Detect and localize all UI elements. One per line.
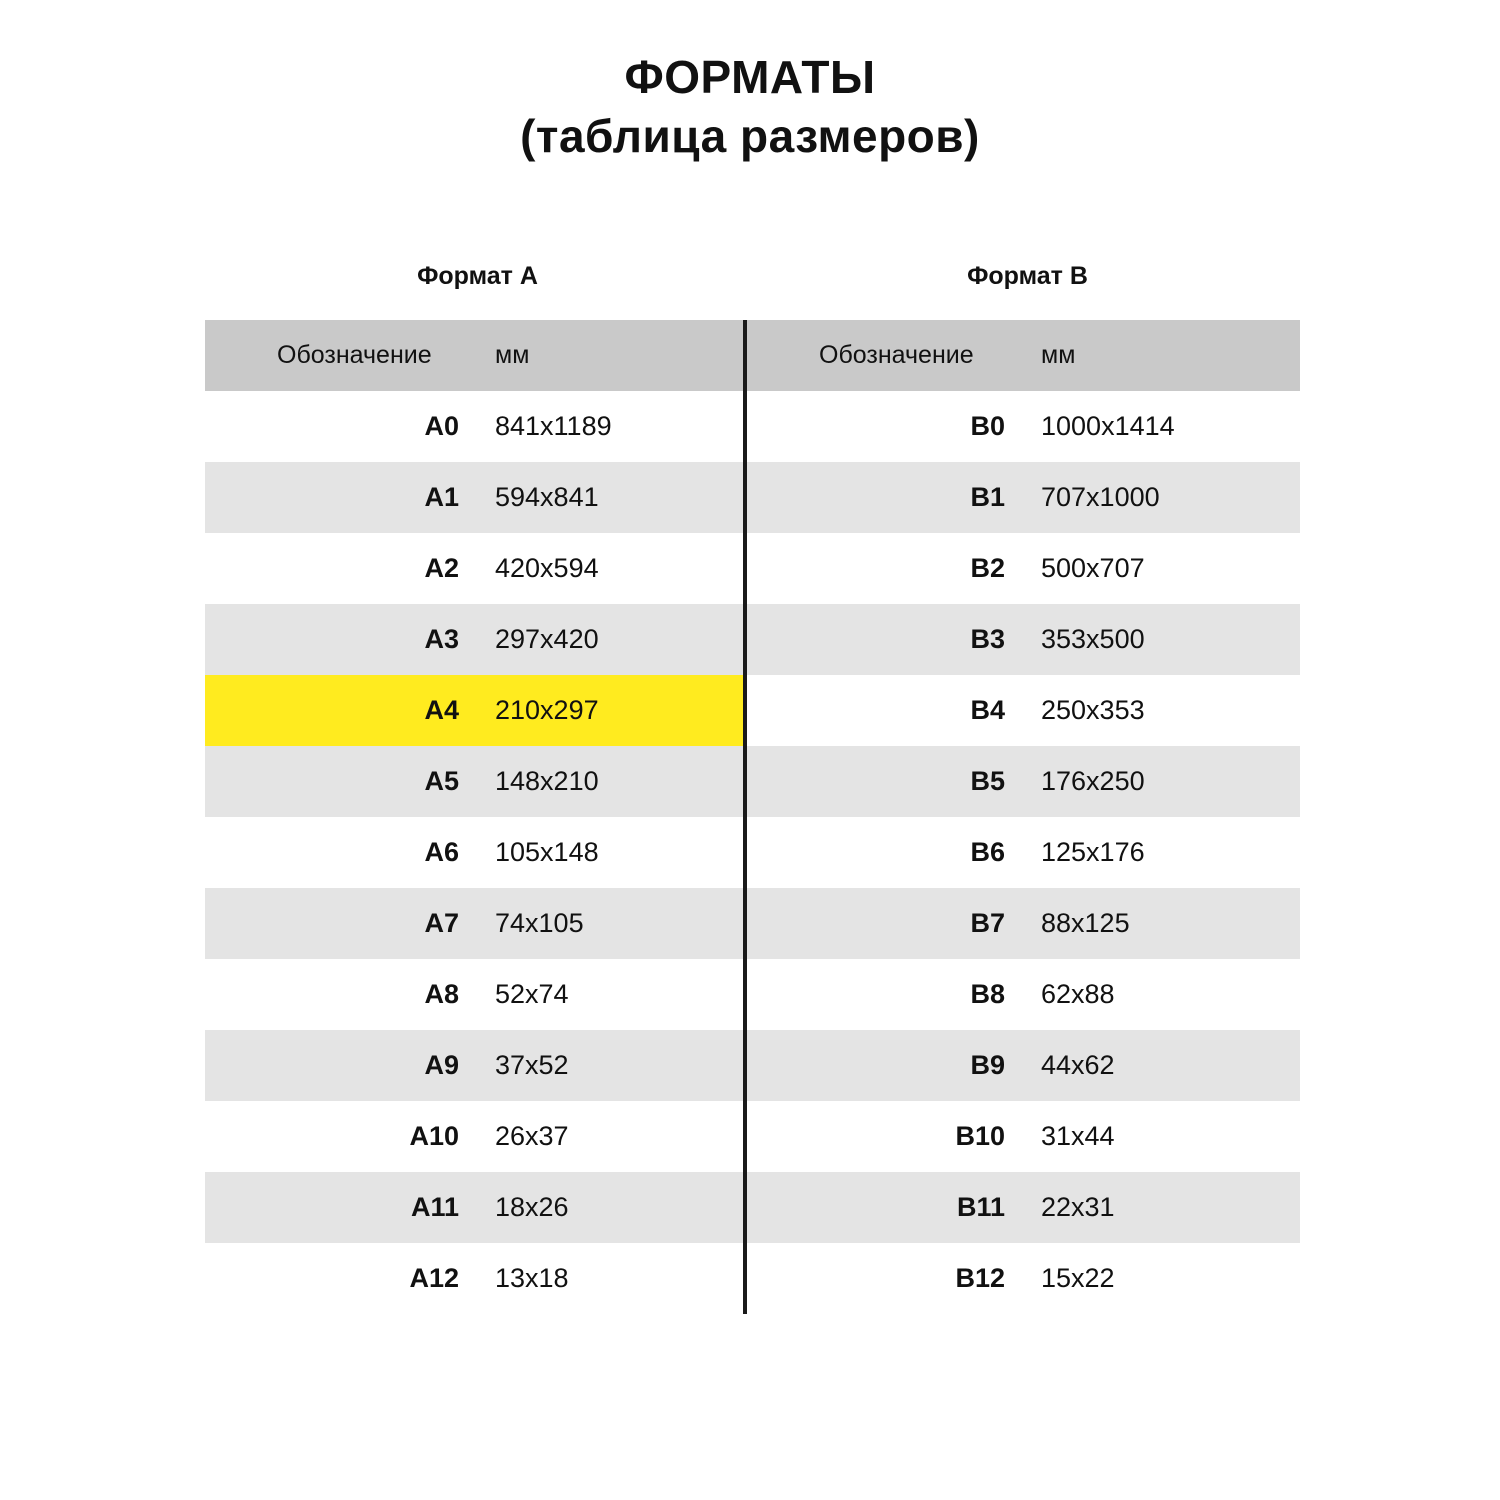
page-title	[0, 0, 1500, 166]
cell-mm-a: 148x210	[477, 746, 743, 817]
table-row	[205, 817, 1300, 888]
cell-mm-b: 15x22	[1023, 1243, 1300, 1314]
cell-mm-a: 297x420	[477, 604, 743, 675]
table-row	[205, 1101, 1300, 1172]
cell-mm-a: 105x148	[477, 817, 743, 888]
group-headers-row	[205, 232, 1300, 320]
cell-code-a: A8	[205, 959, 477, 1030]
table-row	[205, 533, 1300, 604]
vertical-divider	[743, 320, 747, 1314]
table-row	[205, 1030, 1300, 1101]
cell-code-a: A5	[205, 746, 477, 817]
cell-code-b: B12	[747, 1243, 1023, 1314]
cell-code-b: B0	[747, 391, 1023, 462]
cell-mm-b: 44x62	[1023, 1030, 1300, 1101]
cell-mm-a: 18x26	[477, 1172, 743, 1243]
cell-mm-a: 52x74	[477, 959, 743, 1030]
table-row	[205, 959, 1300, 1030]
cell-mm-b: 500x707	[1023, 533, 1300, 604]
cell-code-a: A7	[205, 888, 477, 959]
table-row	[205, 604, 1300, 675]
cell-code-b: B4	[747, 675, 1023, 746]
table-row	[205, 391, 1300, 462]
title-line-2: (таблица размеров)	[520, 109, 980, 162]
table-row	[205, 746, 1300, 817]
cell-code-a: A12	[205, 1243, 477, 1314]
group-header-a: Формат A	[417, 261, 538, 290]
cell-code-b: B5	[747, 746, 1023, 817]
cell-mm-b: 707x1000	[1023, 462, 1300, 533]
cell-mm-a: 420x594	[477, 533, 743, 604]
table-rows	[205, 391, 1300, 1314]
cell-code-a: A6	[205, 817, 477, 888]
cell-code-b: B2	[747, 533, 1023, 604]
cell-mm-b: 22x31	[1023, 1172, 1300, 1243]
cell-code-b: B10	[747, 1101, 1023, 1172]
formats-table	[205, 232, 1300, 1324]
cell-code-b: B7	[747, 888, 1023, 959]
table-row	[205, 462, 1300, 533]
cell-code-a: A1	[205, 462, 477, 533]
cell-mm-b: 125x176	[1023, 817, 1300, 888]
group-header-b: Формат B	[967, 261, 1088, 290]
cell-mm-a: 37x52	[477, 1030, 743, 1101]
cell-mm-a: 74x105	[477, 888, 743, 959]
cell-code-b: B8	[747, 959, 1023, 1030]
column-header-mm-a: мм	[477, 320, 743, 391]
table-row	[205, 888, 1300, 959]
cell-code-a: A4	[205, 675, 477, 746]
cell-mm-a: 841x1189	[477, 391, 743, 462]
cell-mm-b: 1000x1414	[1023, 391, 1300, 462]
cell-code-a: A10	[205, 1101, 477, 1172]
cell-mm-a: 13x18	[477, 1243, 743, 1314]
table-row	[205, 1243, 1300, 1314]
cell-code-a: A0	[205, 391, 477, 462]
cell-code-b: B9	[747, 1030, 1023, 1101]
table-bottom-space	[205, 1314, 1300, 1324]
cell-mm-a: 594x841	[477, 462, 743, 533]
table-row	[205, 675, 1300, 746]
column-headers-row	[205, 320, 1300, 391]
cell-mm-b: 176x250	[1023, 746, 1300, 817]
column-header-code-b: Обозначение	[747, 320, 1023, 391]
cell-code-a: A2	[205, 533, 477, 604]
cell-mm-b: 88x125	[1023, 888, 1300, 959]
column-header-code-a: Обозначение	[205, 320, 477, 391]
cell-mm-b: 250x353	[1023, 675, 1300, 746]
cell-mm-b: 353x500	[1023, 604, 1300, 675]
cell-code-b: B6	[747, 817, 1023, 888]
cell-code-b: B11	[747, 1172, 1023, 1243]
table-body-grid	[205, 320, 1300, 1314]
cell-code-a: A9	[205, 1030, 477, 1101]
cell-code-b: B3	[747, 604, 1023, 675]
cell-code-a: A3	[205, 604, 477, 675]
column-header-mm-b: мм	[1023, 320, 1300, 391]
cell-mm-b: 31x44	[1023, 1101, 1300, 1172]
table-row	[205, 1172, 1300, 1243]
cell-mm-b: 62x88	[1023, 959, 1300, 1030]
cell-mm-a: 210x297	[477, 675, 743, 746]
cell-mm-a: 26x37	[477, 1101, 743, 1172]
cell-code-a: A11	[205, 1172, 477, 1243]
cell-code-b: B1	[747, 462, 1023, 533]
title-line-1: ФОРМАТЫ	[624, 51, 876, 103]
